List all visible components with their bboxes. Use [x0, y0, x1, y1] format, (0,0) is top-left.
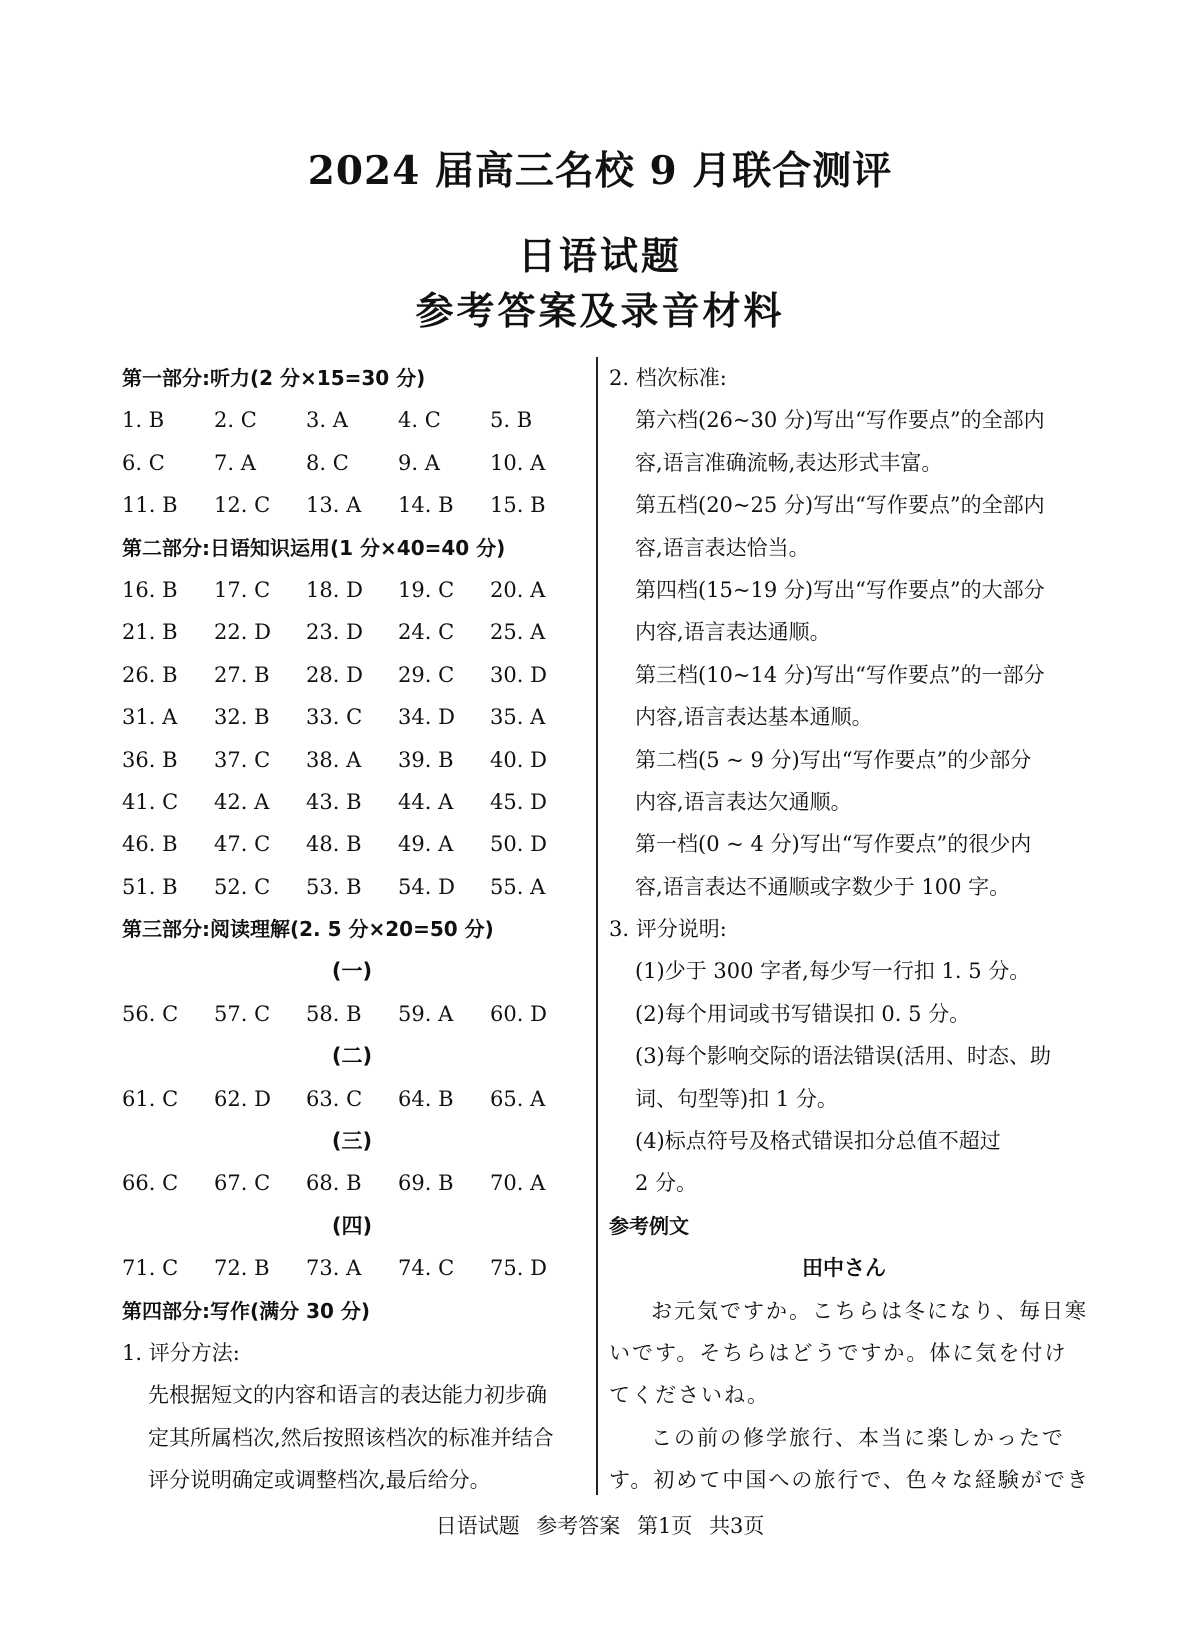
grade-line: 容,语言表达不通顺或字数少于 100 字。 [635, 874, 1011, 899]
answer-item: 58. B [306, 1001, 362, 1026]
grade-line: 第五档(20~25 分)写出“写作要点”的全部内 [635, 493, 1045, 518]
notes-heading: 3. 评分说明: [609, 917, 727, 942]
answer-item: 71. C [122, 1256, 179, 1281]
answer-item: 65. A [490, 1086, 546, 1111]
answer-item: 61. C [122, 1086, 179, 1111]
note-line: 词、句型等)扣 1 分。 [635, 1086, 838, 1111]
answer-item: 8. C [306, 450, 349, 475]
answer-item: 60. D [490, 1001, 547, 1026]
scoring-notes [609, 950, 1079, 1204]
letter-line: お元気ですか。こちらは冬になり、毎日寒 [651, 1298, 1088, 1323]
answer-row [122, 654, 582, 696]
grade-criteria [609, 399, 1079, 908]
answer-item: 31. A [122, 705, 178, 730]
answer-item: 2. C [214, 408, 257, 433]
answer-item: 25. A [490, 620, 546, 645]
answer-item: 57. C [214, 1001, 271, 1026]
answer-item: 75. D [490, 1256, 547, 1281]
answer-item: 43. B [306, 789, 362, 814]
answer-item: 68. B [306, 1171, 362, 1196]
answer-row [122, 739, 582, 781]
note-line: (1)少于 300 字者,每少写一行扣 1. 5 分。 [635, 959, 1031, 984]
answer-item: 20. A [490, 577, 546, 602]
part3-answers [122, 950, 582, 1289]
answer-row [122, 611, 582, 653]
method-heading: 1. 评分方法: [122, 1340, 240, 1365]
answer-item: 23. D [306, 620, 363, 645]
answer-item: 38. A [306, 747, 362, 772]
letter-line: てくださいね。 [609, 1383, 770, 1408]
answer-item: 45. D [490, 789, 547, 814]
subject-title: 日语试题 [517, 233, 682, 278]
answer-item: 62. D [214, 1086, 271, 1111]
answer-item: 3. A [306, 408, 348, 433]
answer-item: 33. C [306, 705, 363, 730]
answer-item: 52. C [214, 874, 271, 899]
answer-item: 41. C [122, 789, 179, 814]
answer-row [122, 399, 582, 441]
grade-line: 第六档(26~30 分)写出“写作要点”的全部内 [635, 408, 1045, 433]
answer-item: 18. D [306, 577, 363, 602]
answer-row [122, 484, 582, 526]
answer-item: 70. A [490, 1171, 546, 1196]
answer-item: 27. B [214, 662, 270, 687]
part2-heading: 第二部分:日语知识运用(1 分×40=40 分) [122, 535, 506, 560]
grade-line: 第二档(5 ~ 9 分)写出“写作要点”的少部分 [635, 747, 1032, 772]
reading-section-label: (二) [331, 1044, 373, 1069]
answer-item: 21. B [122, 620, 178, 645]
answer-item: 22. D [214, 620, 271, 645]
part3-heading: 第三部分:阅读理解(2. 5 分×20=50 分) [122, 917, 494, 942]
reading-section-label: (一) [331, 959, 373, 984]
reading-section-label: (四) [331, 1213, 373, 1238]
grade-line: 内容,语言表达基本通顺。 [635, 705, 873, 730]
answer-item: 69. B [398, 1171, 454, 1196]
part1-answers [122, 399, 582, 526]
answer-row [122, 866, 582, 908]
answer-item: 34. D [398, 705, 455, 730]
answer-row [122, 569, 582, 611]
part1-heading: 第一部分:听力(2 分×15=30 分) [122, 366, 426, 390]
answer-row [122, 823, 582, 865]
answer-item: 37. C [214, 747, 271, 772]
answer-item: 36. B [122, 747, 178, 772]
answer-item: 44. A [398, 789, 454, 814]
answer-item: 17. C [214, 577, 271, 602]
answer-item: 40. D [490, 747, 547, 772]
answer-item: 50. D [490, 832, 547, 857]
part4-heading: 第四部分:写作(满分 30 分) [122, 1298, 371, 1323]
grade-line: 第四档(15~19 分)写出“写作要点”的大部分 [635, 577, 1045, 602]
letter-line: す。初めて中国への旅行で、色々な経験ができ [609, 1468, 1090, 1493]
note-line: (2)每个用词或书写错误扣 0. 5 分。 [635, 1001, 971, 1026]
page-footer: 日语试题 参考答案 第1页 共3页 [435, 1514, 765, 1538]
answer-item: 12. C [214, 493, 271, 518]
answer-item: 54. D [398, 874, 455, 899]
answer-item: 7. A [214, 450, 256, 475]
answer-item: 72. B [214, 1256, 270, 1281]
answer-row [122, 781, 582, 823]
answer-item: 6. C [122, 450, 165, 475]
grade-line: 内容,语言表达欠通顺。 [635, 789, 852, 814]
answer-item: 59. A [398, 1001, 454, 1026]
sample-heading: 参考例文 [609, 1213, 689, 1238]
answer-item: 67. C [214, 1171, 271, 1196]
answer-item: 51. B [122, 874, 178, 899]
answer-row [122, 1247, 582, 1289]
answer-row [122, 1162, 582, 1204]
page-title: 2024 届高三名校 9 月联合测评 [307, 148, 893, 194]
answer-item: 42. A [214, 789, 270, 814]
answer-item: 5. B [490, 408, 533, 433]
answer-row [122, 1078, 582, 1120]
answer-item: 24. C [398, 620, 455, 645]
answer-item: 16. B [122, 577, 178, 602]
letter-line: この前の修学旅行、本当に楽しかったで [651, 1425, 1065, 1450]
answer-item: 53. B [306, 874, 362, 899]
answer-item: 28. D [306, 662, 363, 687]
answer-item: 46. B [122, 832, 178, 857]
answer-item: 74. C [398, 1256, 455, 1281]
grade-line: 容,语言表达恰当。 [635, 535, 810, 560]
letter-recipient: 田中さん [802, 1256, 886, 1281]
answer-item: 32. B [214, 705, 270, 730]
answer-item: 39. B [398, 747, 454, 772]
answer-item: 73. A [306, 1256, 362, 1281]
sample-letter [609, 1290, 1090, 1502]
reading-section-label: (三) [331, 1129, 373, 1154]
answer-item: 4. C [398, 408, 441, 433]
note-line: (4)标点符号及格式错误扣分总值不超过 [635, 1129, 1001, 1154]
method-line: 先根据短文的内容和语言的表达能力初步确 [148, 1383, 547, 1408]
answer-item: 19. C [398, 577, 455, 602]
grade-line: 第三档(10~14 分)写出“写作要点”的一部分 [635, 662, 1045, 687]
right-column [609, 357, 1090, 1502]
answer-item: 1. B [122, 408, 165, 433]
answer-row [122, 442, 582, 484]
method-text [122, 1374, 582, 1501]
answer-item: 56. C [122, 1001, 179, 1026]
letter-line: いです。そちらはどうですか。体に気を付け [609, 1340, 1068, 1365]
answer-item: 30. D [490, 662, 547, 687]
note-line: (3)每个影响交际的语法错误(活用、时态、助 [635, 1044, 1051, 1069]
column-divider [596, 357, 598, 1495]
answer-item: 29. C [398, 662, 455, 687]
answer-item: 49. A [398, 832, 454, 857]
answer-item: 26. B [122, 662, 178, 687]
grade-heading: 2. 档次标准: [609, 366, 727, 390]
part2-answers [122, 569, 582, 908]
grade-line: 内容,语言表达通顺。 [635, 620, 831, 645]
grade-line: 第一档(0 ~ 4 分)写出“写作要点”的很少内 [635, 832, 1032, 857]
answer-item: 35. A [490, 705, 546, 730]
answer-item: 66. C [122, 1171, 179, 1196]
grade-line: 容,语言准确流畅,表达形式丰富。 [635, 450, 943, 475]
answer-item: 15. B [490, 493, 546, 518]
left-column [122, 357, 582, 1502]
answer-item: 55. A [490, 874, 546, 899]
answer-item: 47. C [214, 832, 271, 857]
answer-item: 64. B [398, 1086, 454, 1111]
answer-item: 14. B [398, 493, 454, 518]
answer-row [122, 993, 582, 1035]
method-line: 评分说明确定或调整档次,最后给分。 [148, 1468, 491, 1493]
answer-item: 11. B [122, 493, 178, 518]
answer-item: 48. B [306, 832, 362, 857]
answer-item: 13. A [306, 493, 362, 518]
answer-row [122, 696, 582, 738]
document-subtitle: 参考答案及录音材料 [415, 288, 785, 333]
answer-item: 9. A [398, 450, 440, 475]
method-line: 定其所属档次,然后按照该档次的标准并结合 [148, 1425, 554, 1450]
answer-item: 63. C [306, 1086, 363, 1111]
answer-item: 10. A [490, 450, 546, 475]
note-line: 2 分。 [635, 1171, 698, 1196]
